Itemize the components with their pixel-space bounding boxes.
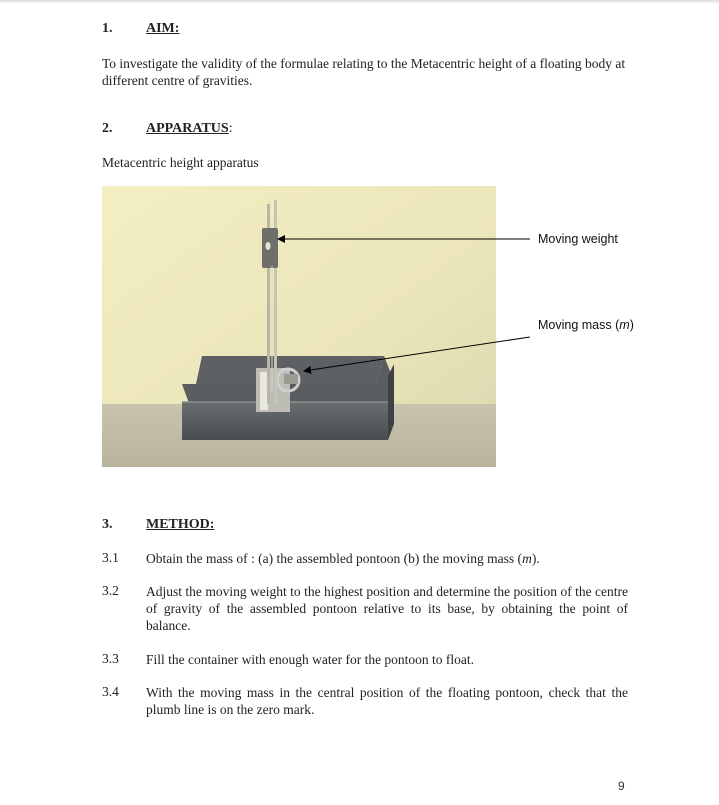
label-moving-mass: [538, 318, 634, 332]
step-text-symbol: m: [522, 551, 532, 566]
section-heading-apparatus-colon: :: [228, 121, 233, 136]
step-number: 3.2: [102, 583, 119, 598]
step-number: 3.4: [102, 684, 119, 699]
step-text-part: Obtain the mass of : (a) the assembled pontoon (b) the moving mass (: [146, 551, 523, 566]
section-heading-apparatus-wrap: [146, 121, 233, 137]
section-heading-apparatus: APPARATUS: [146, 121, 229, 136]
section-number-method: 3.: [102, 517, 113, 532]
label-moving-mass-text: Moving mass (: [538, 318, 620, 332]
leader-moving-mass: [304, 337, 530, 371]
section-heading-method: METHOD:: [146, 517, 215, 532]
section-number-apparatus: 2.: [102, 121, 113, 136]
step-number: 3.1: [102, 550, 119, 565]
step-text: Adjust the moving weight to the highest position and determine the position of the centre of gravity of the assembled pontoon relative to its base, by obtaining the point of balance.: [146, 584, 628, 633]
figure-leader-lines: [270, 225, 540, 385]
page-number: 9: [618, 779, 625, 793]
section-number-aim: 1.: [102, 21, 113, 36]
step-number: 3.3: [102, 651, 119, 666]
page-top-shadow: [0, 0, 719, 4]
label-moving-weight: Moving weight: [538, 232, 618, 246]
aim-paragraph: To investigate the validity of the formulae relating to the Metacentric height of a floating body at different centre of gravities.: [102, 56, 626, 88]
step-text: With the moving mass in the central position of the floating pontoon, check that the plumb line is on the zero mark.: [146, 685, 628, 717]
pontoon-panel: [260, 372, 268, 410]
label-moving-mass-symbol: m: [619, 318, 630, 332]
label-moving-mass-close: ): [629, 318, 634, 332]
step-text: [146, 550, 628, 567]
section-heading-aim: AIM:: [146, 21, 180, 36]
apparatus-paragraph: Metacentric height apparatus: [102, 155, 259, 170]
step-text: Fill the container with enough water for the pontoon to float.: [146, 652, 475, 667]
step-text-end: ).: [531, 551, 540, 566]
